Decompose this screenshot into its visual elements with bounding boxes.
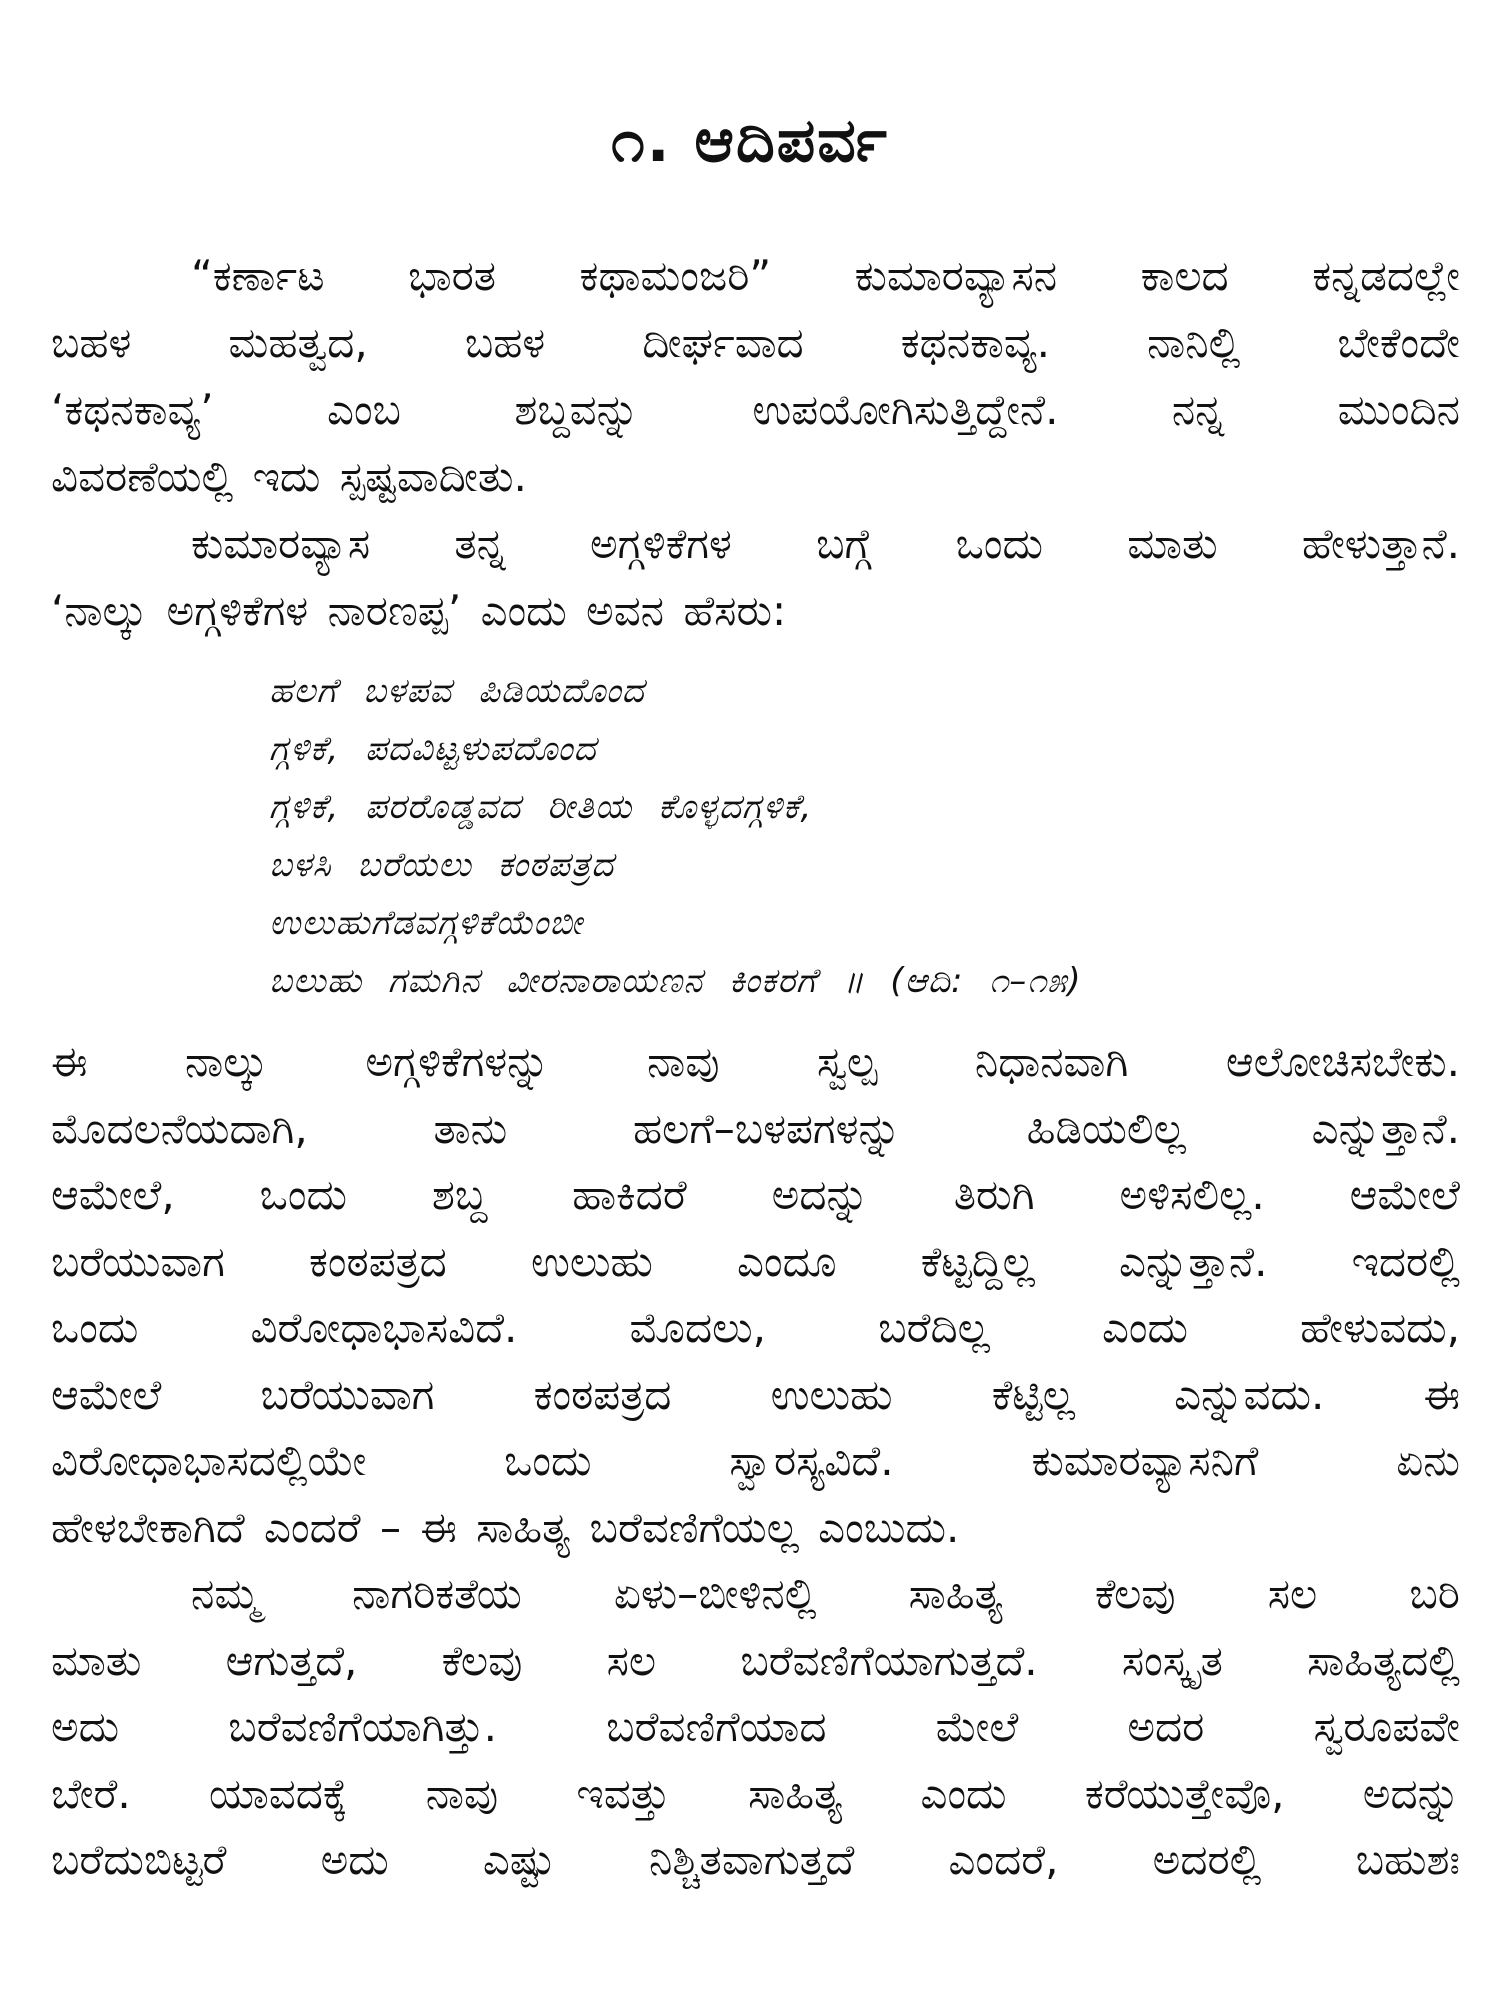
- text-line: ಒಂದು ವಿರೋಧಾಭಾಸವಿದೆ. ಮೊದಲು, ಬರೆದಿಲ್ಲ ಎಂದು ಹೇಳುವದು,: [51, 1303, 1460, 1352]
- text-line: ಅದು ಬರೆವಣಿಗೆಯಾಗಿತ್ತು. ಬರೆವಣಿಗೆಯಾದ ಮೇಲೆ ಅದರ ಸ್ವರೂಪವೇ: [51, 1702, 1460, 1751]
- paragraph: [51, 242, 1460, 510]
- text-line: ಹೇಳಬೇಕಾಗಿದೆ ಎಂದರೆ – ಈ ಸಾಹಿತ್ಯ ಬರೆವಣಿಗೆಯಲ್ಲ ಎಂಬುದು.: [51, 1502, 960, 1552]
- text-line: ಆಮೇಲೆ ಬರೆಯುವಾಗ ಕಂಠಪತ್ರದ ಉಲುಹು ಕೆಟ್ಟಿಲ್ಲ ಎನ್ನುವದು. ಈ: [51, 1369, 1460, 1419]
- paragraph: [51, 510, 1460, 644]
- text-line: ‘ನಾಲ್ಕು ಅಗ್ಗಳಿಕೆಗಳ ನಾರಣಪ್ಪ’ ಎಂದು ಅವನ ಹೆಸರು:: [51, 586, 787, 635]
- chapter-title: ೧. ಆದಿಪರ್ವ: [611, 106, 889, 176]
- text-line: ಆಮೇಲೆ, ಒಂದು ಶಬ್ದ ಹಾಕಿದರೆ ಅದನ್ನು ತಿರುಗಿ ಅಳಿಸಲಿಲ್ಲ. ಆಮೇಲೆ: [51, 1170, 1460, 1219]
- verse-line: ಗ್ಗಳಿಕೆ, ಪರರೊಡ್ಡವದ ರೀತಿಯ ಕೊಳ್ಳದಗ್ಗಳಿಕೆ,: [269, 787, 813, 827]
- text-line: ಕುಮಾರವ್ಯಾಸ ತನ್ನ ಅಗ್ಗಳಿಕೆಗಳ ಬಗ್ಗೆ ಒಂದು ಮಾತು ಹೇಳುತ್ತಾನೆ.: [191, 519, 1460, 568]
- verse-line: ಉಲುಹುಗೆಡವಗ್ಗಳಿಕೆಯೆಂಬೀ: [269, 903, 583, 943]
- text-line: ವಿರೋಧಾಭಾಸದಲ್ಲಿಯೇ ಒಂದು ಸ್ವಾರಸ್ಯವಿದೆ. ಕುಮಾರವ್ಯಾಸನಿಗೆ ಏನು: [51, 1436, 1460, 1485]
- verse-quote: [269, 662, 1449, 1010]
- text-line: ವಿವರಣೆಯಲ್ಲಿ ಇದು ಸ್ಪಷ್ಟವಾದೀತು.: [51, 452, 527, 501]
- text-line: ಬಹಳ ಮಹತ್ವದ, ಬಹಳ ದೀರ್ಘವಾದ ಕಥನಕಾವ್ಯ. ನಾನಿಲ್ಲಿ ಬೇಕೆಂದೇ: [51, 318, 1460, 367]
- prose-block-upper: [51, 242, 1460, 644]
- text-line: ಮೊದಲನೆಯದಾಗಿ, ತಾನು ಹಲಗೆ–ಬಳಪಗಳನ್ನು ಹಿಡಿಯಲಿಲ್ಲ ಎನ್ನುತ್ತಾನೆ.: [51, 1103, 1460, 1153]
- verse-line: ಹಲಗೆ ಬಳಪವ ಪಿಡಿಯದೊಂದ: [269, 671, 645, 711]
- text-line: ಬೇರೆ. ಯಾವದಕ್ಕೆ ನಾವು ಇವತ್ತು ಸಾಹಿತ್ಯ ಎಂದು ಕರೆಯುತ್ತೇವೊ, ಅದನ್ನು: [51, 1768, 1460, 1818]
- text-line: ಬರೆದುಬಿಟ್ಟರೆ ಅದು ಎಷ್ಟು ನಿಶ್ಚಿತವಾಗುತ್ತದೆ ಎಂದರೆ, ಅದರಲ್ಲಿ ಬಹುಶಃ: [51, 1835, 1460, 1884]
- text-line: ನಮ್ಮ ನಾಗರಿಕತೆಯ ಏಳು–ಬೀಳಿನಲ್ಲಿ ಸಾಹಿತ್ಯ ಕೆಲವು ಸಲ ಬರಿ: [191, 1569, 1460, 1618]
- text-line: “ಕರ್ಣಾಟ ಭಾರತ ಕಥಾಮಂಜರಿ” ಕುಮಾರವ್ಯಾಸನ ಕಾಲದ ಕನ್ನಡದಲ್ಲೇ: [191, 251, 1460, 300]
- text-line: ಈ ನಾಲ್ಕು ಅಗ್ಗಳಿಕೆಗಳನ್ನು ನಾವು ಸ್ವಲ್ಪ ನಿಧಾನವಾಗಿ ಆಲೋಚಿಸಬೇಕು.: [51, 1037, 1460, 1086]
- paragraph: [51, 1561, 1460, 1894]
- paragraph: [51, 1029, 1460, 1561]
- text-line: ‘ಕಥನಕಾವ್ಯ’ ಎಂಬ ಶಬ್ದವನ್ನು ಉಪಯೋಗಿಸುತ್ತಿದ್ದೇನೆ. ನನ್ನ ಮುಂದಿನ: [51, 385, 1460, 434]
- text-line: ಬರೆಯುವಾಗ ಕಂಠಪತ್ರದ ಉಲುಹು ಎಂದೂ ಕೆಟ್ಟದ್ದಿಲ್ಲ ಎನ್ನುತ್ತಾನೆ. ಇದರಲ್ಲಿ: [51, 1236, 1460, 1286]
- verse-line: ಬಳಸಿ ಬರೆಯಲು ಕಂಠಪತ್ರದ: [269, 845, 615, 885]
- prose-block-lower: [51, 1029, 1460, 1894]
- verse-line: ಬಲುಹು ಗಮಗಿನ ವೀರನಾರಾಯಣನ ಕಿಂಕರಗೆ ॥ (ಆದಿ: ೧–೧೫): [269, 961, 1082, 1001]
- verse-line: ಗ್ಗಳಿಕೆ, ಪದವಿಟ್ಟಳುಪದೊಂದ: [269, 729, 597, 769]
- text-line: ಮಾತು ಆಗುತ್ತದೆ, ಕೆಲವು ಸಲ ಬರೆವಣಿಗೆಯಾಗುತ್ತದೆ. ಸಂಸ್ಕೃತ ಸಾಹಿತ್ಯದಲ್ಲಿ: [51, 1635, 1460, 1685]
